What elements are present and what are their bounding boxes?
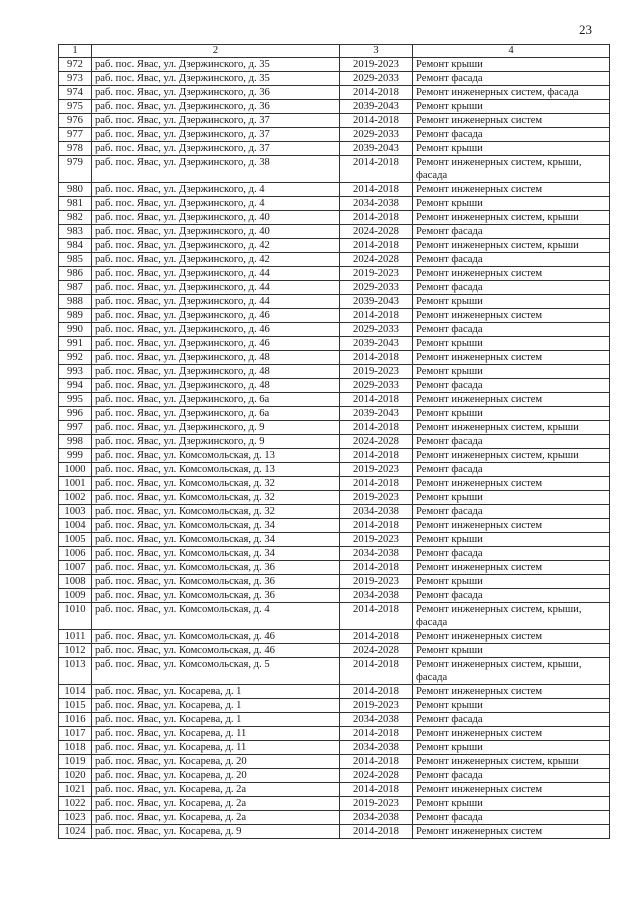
table-row <box>59 477 610 491</box>
work-type-cell: Ремонт инженерных систем, крыши, фасада <box>413 156 610 183</box>
row-number-cell: 986 <box>59 267 92 281</box>
address-cell: раб. пос. Явас, ул. Комсомольская, д. 34 <box>92 519 340 533</box>
period-cell: 2014-2018 <box>340 309 413 323</box>
column-header-number: 1 <box>59 45 92 58</box>
work-type-cell: Ремонт крыши <box>413 197 610 211</box>
table-row <box>59 253 610 267</box>
table-row <box>59 365 610 379</box>
table-row <box>59 658 610 685</box>
period-cell: 2034-2038 <box>340 547 413 561</box>
repair-schedule-table <box>58 44 610 839</box>
period-cell: 2014-2018 <box>340 114 413 128</box>
work-type-cell: Ремонт инженерных систем, крыши, фасада <box>413 658 610 685</box>
period-cell: 2014-2018 <box>340 351 413 365</box>
table-row <box>59 727 610 741</box>
work-type-cell: Ремонт инженерных систем <box>413 685 610 699</box>
row-number-cell: 1000 <box>59 463 92 477</box>
row-number-cell: 1012 <box>59 644 92 658</box>
address-cell: раб. пос. Явас, ул. Комсомольская, д. 36 <box>92 561 340 575</box>
row-number-cell: 979 <box>59 156 92 183</box>
table-row <box>59 323 610 337</box>
work-type-cell: Ремонт инженерных систем, крыши <box>413 239 610 253</box>
row-number-cell: 1013 <box>59 658 92 685</box>
period-cell: 2029-2033 <box>340 128 413 142</box>
row-number-cell: 1014 <box>59 685 92 699</box>
row-number-cell: 1021 <box>59 783 92 797</box>
row-number-cell: 983 <box>59 225 92 239</box>
row-number-cell: 992 <box>59 351 92 365</box>
address-cell: раб. пос. Явас, ул. Дзержинского, д. 4 <box>92 183 340 197</box>
work-type-cell: Ремонт инженерных систем <box>413 267 610 281</box>
table-row <box>59 589 610 603</box>
address-cell: раб. пос. Явас, ул. Дзержинского, д. 6а <box>92 393 340 407</box>
period-cell: 2029-2033 <box>340 281 413 295</box>
work-type-cell: Ремонт инженерных систем, крыши, фасада <box>413 603 610 630</box>
address-cell: раб. пос. Явас, ул. Дзержинского, д. 40 <box>92 225 340 239</box>
work-type-cell: Ремонт фасада <box>413 253 610 267</box>
table-row <box>59 142 610 156</box>
address-cell: раб. пос. Явас, ул. Дзержинского, д. 35 <box>92 72 340 86</box>
table-row <box>59 435 610 449</box>
row-number-cell: 988 <box>59 295 92 309</box>
table-row <box>59 421 610 435</box>
period-cell: 2014-2018 <box>340 603 413 630</box>
work-type-cell: Ремонт инженерных систем <box>413 783 610 797</box>
period-cell: 2014-2018 <box>340 239 413 253</box>
work-type-cell: Ремонт инженерных систем, крыши <box>413 421 610 435</box>
work-type-cell: Ремонт инженерных систем <box>413 630 610 644</box>
period-cell: 2014-2018 <box>340 825 413 839</box>
address-cell: раб. пос. Явас, ул. Косарева, д. 1 <box>92 713 340 727</box>
row-number-cell: 1019 <box>59 755 92 769</box>
work-type-cell: Ремонт инженерных систем <box>413 825 610 839</box>
row-number-cell: 1015 <box>59 699 92 713</box>
period-cell: 2014-2018 <box>340 449 413 463</box>
address-cell: раб. пос. Явас, ул. Дзержинского, д. 40 <box>92 211 340 225</box>
table-row <box>59 309 610 323</box>
work-type-cell: Ремонт крыши <box>413 741 610 755</box>
row-number-cell: 1020 <box>59 769 92 783</box>
period-cell: 2014-2018 <box>340 156 413 183</box>
row-number-cell: 1005 <box>59 533 92 547</box>
address-cell: раб. пос. Явас, ул. Дзержинского, д. 35 <box>92 58 340 72</box>
address-cell: раб. пос. Явас, ул. Дзержинского, д. 36 <box>92 100 340 114</box>
row-number-cell: 977 <box>59 128 92 142</box>
address-cell: раб. пос. Явас, ул. Дзержинского, д. 48 <box>92 365 340 379</box>
work-type-cell: Ремонт крыши <box>413 533 610 547</box>
period-cell: 2024-2028 <box>340 435 413 449</box>
row-number-cell: 990 <box>59 323 92 337</box>
period-cell: 2014-2018 <box>340 393 413 407</box>
table-row <box>59 407 610 421</box>
table-body <box>59 58 610 839</box>
table-row <box>59 183 610 197</box>
work-type-cell: Ремонт фасада <box>413 713 610 727</box>
address-cell: раб. пос. Явас, ул. Дзержинского, д. 46 <box>92 309 340 323</box>
row-number-cell: 980 <box>59 183 92 197</box>
work-type-cell: Ремонт крыши <box>413 644 610 658</box>
address-cell: раб. пос. Явас, ул. Комсомольская, д. 34 <box>92 533 340 547</box>
address-cell: раб. пос. Явас, ул. Комсомольская, д. 13 <box>92 449 340 463</box>
table-row <box>59 463 610 477</box>
table-row <box>59 295 610 309</box>
row-number-cell: 976 <box>59 114 92 128</box>
address-cell: раб. пос. Явас, ул. Косарева, д. 11 <box>92 727 340 741</box>
table-row <box>59 351 610 365</box>
row-number-cell: 989 <box>59 309 92 323</box>
table-row <box>59 211 610 225</box>
work-type-cell: Ремонт фасада <box>413 811 610 825</box>
row-number-cell: 1008 <box>59 575 92 589</box>
table-row <box>59 825 610 839</box>
row-number-cell: 987 <box>59 281 92 295</box>
address-cell: раб. пос. Явас, ул. Комсомольская, д. 34 <box>92 547 340 561</box>
address-cell: раб. пос. Явас, ул. Дзержинского, д. 46 <box>92 323 340 337</box>
row-number-cell: 1010 <box>59 603 92 630</box>
period-cell: 2014-2018 <box>340 477 413 491</box>
work-type-cell: Ремонт инженерных систем <box>413 477 610 491</box>
table-row <box>59 685 610 699</box>
address-cell: раб. пос. Явас, ул. Дзержинского, д. 4 <box>92 197 340 211</box>
work-type-cell: Ремонт крыши <box>413 295 610 309</box>
table-row <box>59 86 610 100</box>
row-number-cell: 985 <box>59 253 92 267</box>
table-row <box>59 491 610 505</box>
period-cell: 2019-2023 <box>340 58 413 72</box>
work-type-cell: Ремонт фасада <box>413 323 610 337</box>
row-number-cell: 1009 <box>59 589 92 603</box>
row-number-cell: 1024 <box>59 825 92 839</box>
row-number-cell: 997 <box>59 421 92 435</box>
table-row <box>59 72 610 86</box>
work-type-cell: Ремонт фасада <box>413 225 610 239</box>
address-cell: раб. пос. Явас, ул. Косарева, д. 11 <box>92 741 340 755</box>
period-cell: 2014-2018 <box>340 421 413 435</box>
work-type-cell: Ремонт фасада <box>413 72 610 86</box>
address-cell: раб. пос. Явас, ул. Комсомольская, д. 5 <box>92 658 340 685</box>
address-cell: раб. пос. Явас, ул. Косарева, д. 1 <box>92 685 340 699</box>
address-cell: раб. пос. Явас, ул. Комсомольская, д. 36 <box>92 589 340 603</box>
address-cell: раб. пос. Явас, ул. Дзержинского, д. 6а <box>92 407 340 421</box>
address-cell: раб. пос. Явас, ул. Дзержинского, д. 37 <box>92 128 340 142</box>
table-row <box>59 393 610 407</box>
period-cell: 2034-2038 <box>340 505 413 519</box>
table-row <box>59 519 610 533</box>
work-type-cell: Ремонт инженерных систем <box>413 393 610 407</box>
work-type-cell: Ремонт фасада <box>413 379 610 393</box>
period-cell: 2034-2038 <box>340 811 413 825</box>
row-number-cell: 978 <box>59 142 92 156</box>
work-type-cell: Ремонт фасада <box>413 589 610 603</box>
table-row <box>59 449 610 463</box>
address-cell: раб. пос. Явас, ул. Дзержинского, д. 44 <box>92 267 340 281</box>
period-cell: 2024-2028 <box>340 225 413 239</box>
address-cell: раб. пос. Явас, ул. Дзержинского, д. 37 <box>92 142 340 156</box>
work-type-cell: Ремонт фасада <box>413 281 610 295</box>
period-cell: 2034-2038 <box>340 589 413 603</box>
table-row <box>59 811 610 825</box>
period-cell: 2034-2038 <box>340 741 413 755</box>
address-cell: раб. пос. Явас, ул. Дзержинского, д. 38 <box>92 156 340 183</box>
period-cell: 2014-2018 <box>340 211 413 225</box>
column-header-period: 3 <box>340 45 413 58</box>
row-number-cell: 982 <box>59 211 92 225</box>
period-cell: 2014-2018 <box>340 685 413 699</box>
table-row <box>59 769 610 783</box>
address-cell: раб. пос. Явас, ул. Дзержинского, д. 37 <box>92 114 340 128</box>
table-row <box>59 505 610 519</box>
period-cell: 2019-2023 <box>340 365 413 379</box>
work-type-cell: Ремонт крыши <box>413 407 610 421</box>
row-number-cell: 994 <box>59 379 92 393</box>
table-row <box>59 783 610 797</box>
row-number-cell: 975 <box>59 100 92 114</box>
row-number-cell: 1017 <box>59 727 92 741</box>
period-cell: 2029-2033 <box>340 323 413 337</box>
table-header <box>59 45 610 58</box>
work-type-cell: Ремонт крыши <box>413 491 610 505</box>
row-number-cell: 998 <box>59 435 92 449</box>
period-cell: 2014-2018 <box>340 86 413 100</box>
period-cell: 2019-2023 <box>340 463 413 477</box>
row-number-cell: 1018 <box>59 741 92 755</box>
row-number-cell: 1022 <box>59 797 92 811</box>
work-type-cell: Ремонт инженерных систем <box>413 519 610 533</box>
page-number: 23 <box>579 22 592 37</box>
address-cell: раб. пос. Явас, ул. Комсомольская, д. 13 <box>92 463 340 477</box>
row-number-cell: 1003 <box>59 505 92 519</box>
row-number-cell: 991 <box>59 337 92 351</box>
address-cell: раб. пос. Явас, ул. Косарева, д. 2а <box>92 783 340 797</box>
row-number-cell: 984 <box>59 239 92 253</box>
period-cell: 2019-2023 <box>340 575 413 589</box>
table-row <box>59 630 610 644</box>
row-number-cell: 981 <box>59 197 92 211</box>
address-cell: раб. пос. Явас, ул. Дзержинского, д. 42 <box>92 239 340 253</box>
work-type-cell: Ремонт фасада <box>413 769 610 783</box>
work-type-cell: Ремонт инженерных систем <box>413 309 610 323</box>
row-number-cell: 974 <box>59 86 92 100</box>
work-type-cell: Ремонт крыши <box>413 365 610 379</box>
work-type-cell: Ремонт инженерных систем, крыши <box>413 449 610 463</box>
period-cell: 2039-2043 <box>340 407 413 421</box>
table-row <box>59 225 610 239</box>
table-row <box>59 547 610 561</box>
period-cell: 2014-2018 <box>340 727 413 741</box>
address-cell: раб. пос. Явас, ул. Комсомольская, д. 4 <box>92 603 340 630</box>
period-cell: 2019-2023 <box>340 699 413 713</box>
address-cell: раб. пос. Явас, ул. Дзержинского, д. 9 <box>92 421 340 435</box>
work-type-cell: Ремонт крыши <box>413 699 610 713</box>
address-cell: раб. пос. Явас, ул. Комсомольская, д. 32 <box>92 491 340 505</box>
period-cell: 2034-2038 <box>340 197 413 211</box>
address-cell: раб. пос. Явас, ул. Дзержинского, д. 36 <box>92 86 340 100</box>
address-cell: раб. пос. Явас, ул. Комсомольская, д. 46 <box>92 644 340 658</box>
row-number-cell: 996 <box>59 407 92 421</box>
row-number-cell: 1004 <box>59 519 92 533</box>
period-cell: 2029-2033 <box>340 72 413 86</box>
address-cell: раб. пос. Явас, ул. Комсомольская, д. 46 <box>92 630 340 644</box>
period-cell: 2024-2028 <box>340 769 413 783</box>
period-cell: 2014-2018 <box>340 783 413 797</box>
work-type-cell: Ремонт инженерных систем, фасада <box>413 86 610 100</box>
work-type-cell: Ремонт крыши <box>413 797 610 811</box>
address-cell: раб. пос. Явас, ул. Дзержинского, д. 42 <box>92 253 340 267</box>
work-type-cell: Ремонт инженерных систем, крыши <box>413 755 610 769</box>
period-cell: 2019-2023 <box>340 267 413 281</box>
work-type-cell: Ремонт крыши <box>413 575 610 589</box>
work-type-cell: Ремонт крыши <box>413 58 610 72</box>
work-type-cell: Ремонт инженерных систем, крыши <box>413 211 610 225</box>
row-number-cell: 995 <box>59 393 92 407</box>
period-cell: 2014-2018 <box>340 519 413 533</box>
table-row <box>59 281 610 295</box>
period-cell: 2034-2038 <box>340 713 413 727</box>
period-cell: 2024-2028 <box>340 644 413 658</box>
work-type-cell: Ремонт инженерных систем <box>413 561 610 575</box>
row-number-cell: 973 <box>59 72 92 86</box>
row-number-cell: 1006 <box>59 547 92 561</box>
address-cell: раб. пос. Явас, ул. Дзержинского, д. 48 <box>92 351 340 365</box>
column-header-work-type: 4 <box>413 45 610 58</box>
table-row <box>59 741 610 755</box>
address-cell: раб. пос. Явас, ул. Дзержинского, д. 44 <box>92 281 340 295</box>
row-number-cell: 1011 <box>59 630 92 644</box>
address-cell: раб. пос. Явас, ул. Комсомольская, д. 32 <box>92 505 340 519</box>
table-row <box>59 128 610 142</box>
address-cell: раб. пос. Явас, ул. Дзержинского, д. 44 <box>92 295 340 309</box>
period-cell: 2014-2018 <box>340 630 413 644</box>
work-type-cell: Ремонт инженерных систем <box>413 351 610 365</box>
table-row <box>59 58 610 72</box>
table-row <box>59 713 610 727</box>
period-cell: 2024-2028 <box>340 253 413 267</box>
work-type-cell: Ремонт фасада <box>413 505 610 519</box>
table-row <box>59 197 610 211</box>
period-cell: 2014-2018 <box>340 561 413 575</box>
work-type-cell: Ремонт крыши <box>413 142 610 156</box>
period-cell: 2014-2018 <box>340 658 413 685</box>
period-cell: 2014-2018 <box>340 183 413 197</box>
work-type-cell: Ремонт инженерных систем <box>413 727 610 741</box>
row-number-cell: 993 <box>59 365 92 379</box>
work-type-cell: Ремонт фасада <box>413 435 610 449</box>
table-row <box>59 156 610 183</box>
row-number-cell: 1002 <box>59 491 92 505</box>
address-cell: раб. пос. Явас, ул. Дзержинского, д. 9 <box>92 435 340 449</box>
row-number-cell: 1007 <box>59 561 92 575</box>
table-row <box>59 561 610 575</box>
table-row <box>59 337 610 351</box>
table-row <box>59 797 610 811</box>
period-cell: 2039-2043 <box>340 100 413 114</box>
row-number-cell: 1023 <box>59 811 92 825</box>
address-cell: раб. пос. Явас, ул. Дзержинского, д. 48 <box>92 379 340 393</box>
row-number-cell: 1001 <box>59 477 92 491</box>
row-number-cell: 1016 <box>59 713 92 727</box>
period-cell: 2039-2043 <box>340 142 413 156</box>
address-cell: раб. пос. Явас, ул. Косарева, д. 1 <box>92 699 340 713</box>
address-cell: раб. пос. Явас, ул. Косарева, д. 2а <box>92 811 340 825</box>
table-row <box>59 267 610 281</box>
period-cell: 2019-2023 <box>340 533 413 547</box>
table-row <box>59 644 610 658</box>
period-cell: 2019-2023 <box>340 491 413 505</box>
column-header-address: 2 <box>92 45 340 58</box>
table-row <box>59 100 610 114</box>
address-cell: раб. пос. Явас, ул. Дзержинского, д. 46 <box>92 337 340 351</box>
work-type-cell: Ремонт крыши <box>413 100 610 114</box>
work-type-cell: Ремонт фасада <box>413 128 610 142</box>
address-cell: раб. пос. Явас, ул. Косарева, д. 20 <box>92 769 340 783</box>
address-cell: раб. пос. Явас, ул. Комсомольская, д. 36 <box>92 575 340 589</box>
table-row <box>59 755 610 769</box>
row-number-cell: 999 <box>59 449 92 463</box>
address-cell: раб. пос. Явас, ул. Косарева, д. 9 <box>92 825 340 839</box>
period-cell: 2019-2023 <box>340 797 413 811</box>
address-cell: раб. пос. Явас, ул. Комсомольская, д. 32 <box>92 477 340 491</box>
work-type-cell: Ремонт крыши <box>413 337 610 351</box>
row-number-cell: 972 <box>59 58 92 72</box>
address-cell: раб. пос. Явас, ул. Косарева, д. 2а <box>92 797 340 811</box>
table-row <box>59 379 610 393</box>
work-type-cell: Ремонт фасада <box>413 547 610 561</box>
table-row <box>59 239 610 253</box>
period-cell: 2029-2033 <box>340 379 413 393</box>
period-cell: 2014-2018 <box>340 755 413 769</box>
table-row <box>59 114 610 128</box>
address-cell: раб. пос. Явас, ул. Косарева, д. 20 <box>92 755 340 769</box>
table-row <box>59 533 610 547</box>
table-row <box>59 699 610 713</box>
period-cell: 2039-2043 <box>340 337 413 351</box>
header-row <box>59 45 610 58</box>
work-type-cell: Ремонт инженерных систем <box>413 183 610 197</box>
work-type-cell: Ремонт фасада <box>413 463 610 477</box>
table-row <box>59 603 610 630</box>
table-row <box>59 575 610 589</box>
work-type-cell: Ремонт инженерных систем <box>413 114 610 128</box>
period-cell: 2039-2043 <box>340 295 413 309</box>
